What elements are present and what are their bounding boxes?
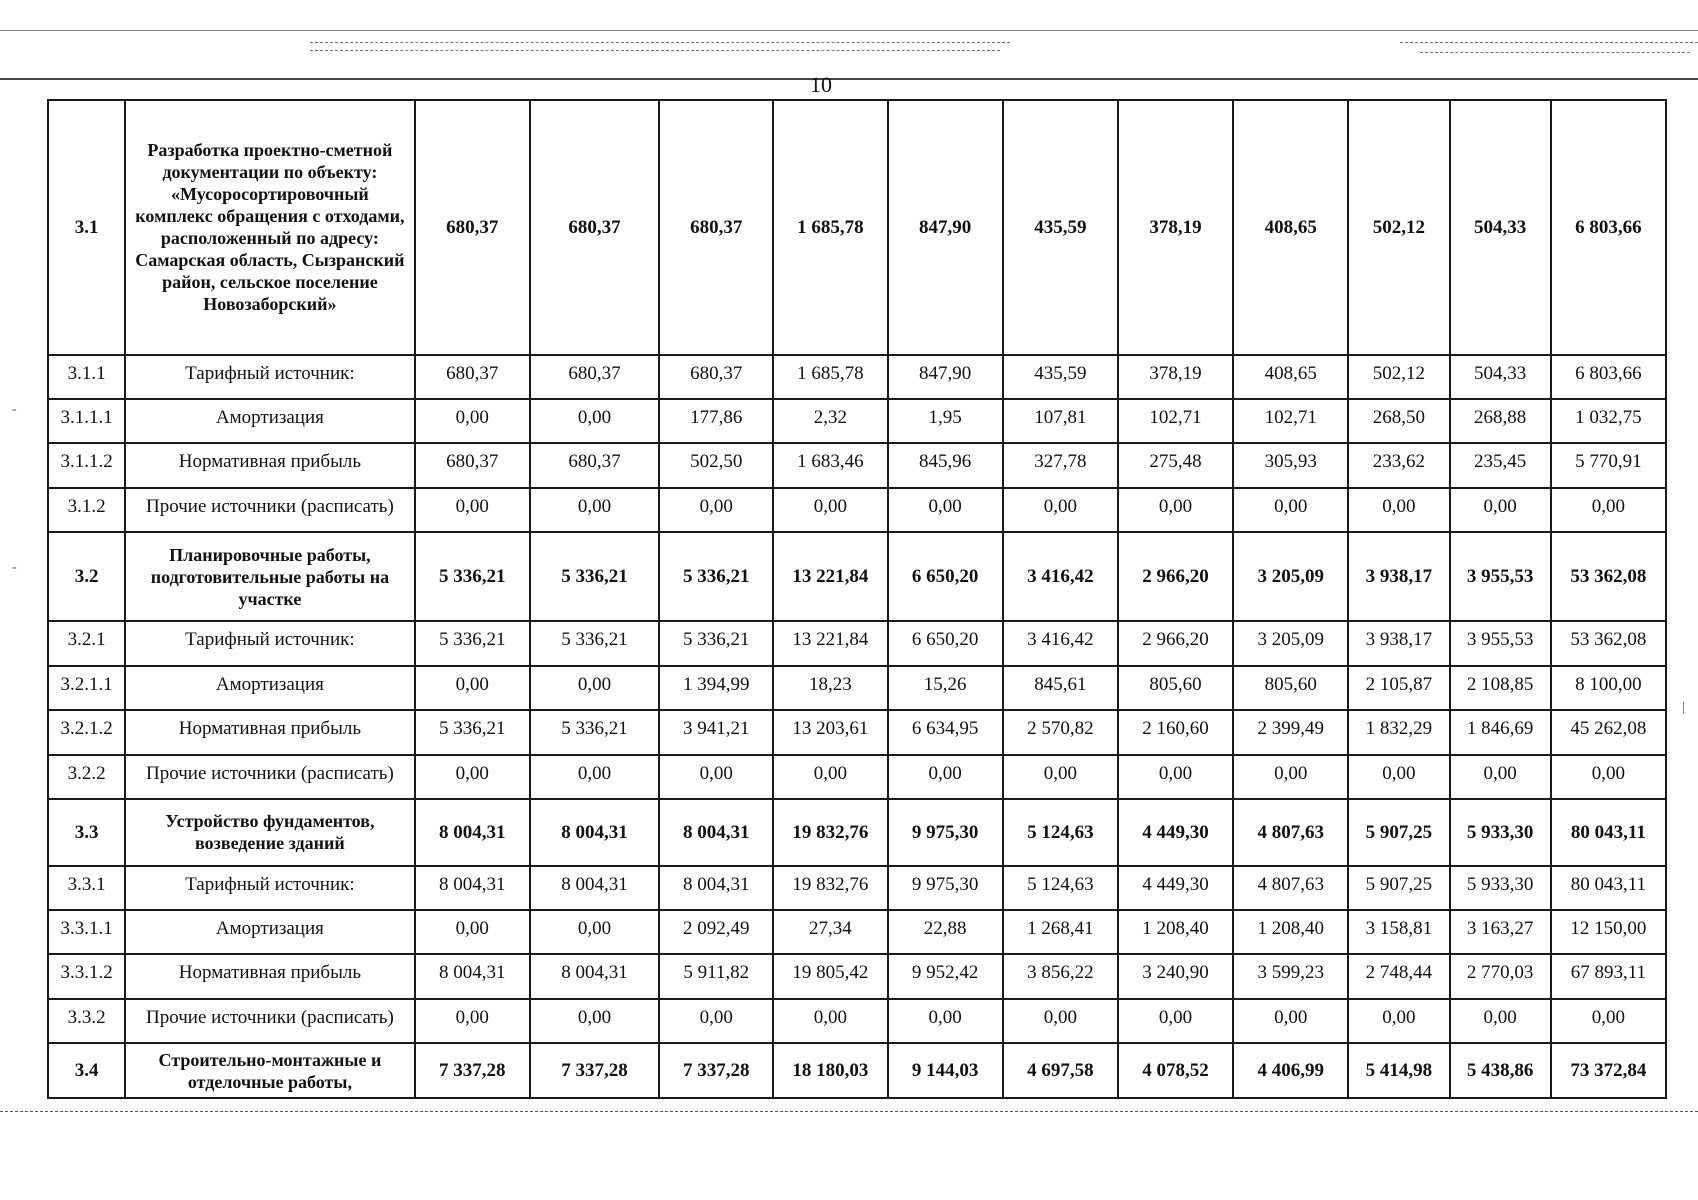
table-row bbox=[48, 399, 1666, 443]
value-cell: 5 336,21 bbox=[415, 710, 530, 754]
value-cell: 805,60 bbox=[1118, 666, 1233, 710]
value-cell: 2 748,44 bbox=[1348, 954, 1449, 998]
value-cell: 408,65 bbox=[1233, 100, 1348, 355]
top-rule bbox=[0, 30, 1698, 31]
row-code: 3.2.2 bbox=[48, 755, 125, 799]
value-cell: 0,00 bbox=[530, 910, 659, 954]
value-cell: 0,00 bbox=[1348, 488, 1449, 532]
row-code: 3.2.1.1 bbox=[48, 666, 125, 710]
value-cell: 0,00 bbox=[415, 755, 530, 799]
row-label: Тарифный источник: bbox=[125, 866, 415, 910]
value-cell: 8 004,31 bbox=[530, 954, 659, 998]
value-cell: 2 160,60 bbox=[1118, 710, 1233, 754]
value-cell: 1 032,75 bbox=[1551, 399, 1666, 443]
value-cell: 0,00 bbox=[1348, 755, 1449, 799]
value-cell: 5 438,86 bbox=[1450, 1043, 1551, 1098]
value-cell: 5 414,98 bbox=[1348, 1043, 1449, 1098]
value-cell: 13 203,61 bbox=[773, 710, 887, 754]
value-cell: 0,00 bbox=[1551, 488, 1666, 532]
value-cell: 0,00 bbox=[530, 666, 659, 710]
table-row bbox=[48, 755, 1666, 799]
value-cell: 2 108,85 bbox=[1450, 666, 1551, 710]
value-cell: 19 805,42 bbox=[773, 954, 887, 998]
value-cell: 13 221,84 bbox=[773, 532, 887, 621]
value-cell: 3 955,53 bbox=[1450, 532, 1551, 621]
budget-table bbox=[47, 99, 1667, 1099]
value-cell: 233,62 bbox=[1348, 443, 1449, 487]
value-cell: 845,96 bbox=[888, 443, 1003, 487]
value-cell: 680,37 bbox=[659, 355, 773, 399]
value-cell: 18,23 bbox=[773, 666, 887, 710]
value-cell: 53 362,08 bbox=[1551, 621, 1666, 665]
row-code: 3.3 bbox=[48, 799, 125, 866]
value-cell: 0,00 bbox=[530, 488, 659, 532]
value-cell: 8 004,31 bbox=[415, 866, 530, 910]
value-cell: 12 150,00 bbox=[1551, 910, 1666, 954]
value-cell: 0,00 bbox=[1118, 488, 1233, 532]
row-label: Нормативная прибыль bbox=[125, 710, 415, 754]
value-cell: 0,00 bbox=[1450, 999, 1551, 1043]
value-cell: 0,00 bbox=[415, 999, 530, 1043]
value-cell: 680,37 bbox=[415, 355, 530, 399]
value-cell: 0,00 bbox=[1551, 999, 1666, 1043]
row-label: Устройство фундаментов, возведение зданий bbox=[125, 799, 415, 866]
row-code: 3.1.1 bbox=[48, 355, 125, 399]
value-cell: 2 092,49 bbox=[659, 910, 773, 954]
row-code: 3.3.2 bbox=[48, 999, 125, 1043]
value-cell: 3 163,27 bbox=[1450, 910, 1551, 954]
value-cell: 5 124,63 bbox=[1003, 866, 1118, 910]
row-code: 3.1 bbox=[48, 100, 125, 355]
value-cell: 2 770,03 bbox=[1450, 954, 1551, 998]
value-cell: 327,78 bbox=[1003, 443, 1118, 487]
value-cell: 53 362,08 bbox=[1551, 532, 1666, 621]
value-cell: 0,00 bbox=[659, 755, 773, 799]
value-cell: 5 336,21 bbox=[415, 621, 530, 665]
value-cell: 1 846,69 bbox=[1450, 710, 1551, 754]
value-cell: 102,71 bbox=[1233, 399, 1348, 443]
row-label: Прочие источники (расписать) bbox=[125, 999, 415, 1043]
value-cell: 3 416,42 bbox=[1003, 532, 1118, 621]
value-cell: 0,00 bbox=[415, 399, 530, 443]
value-cell: 5 336,21 bbox=[530, 621, 659, 665]
value-cell: 1 832,29 bbox=[1348, 710, 1449, 754]
value-cell: 15,26 bbox=[888, 666, 1003, 710]
value-cell: 2,32 bbox=[773, 399, 887, 443]
value-cell: 0,00 bbox=[530, 399, 659, 443]
value-cell: 102,71 bbox=[1118, 399, 1233, 443]
value-cell: 3 240,90 bbox=[1118, 954, 1233, 998]
row-code: 3.4 bbox=[48, 1043, 125, 1098]
row-label: Прочие источники (расписать) bbox=[125, 488, 415, 532]
value-cell: 6 650,20 bbox=[888, 621, 1003, 665]
value-cell: 22,88 bbox=[888, 910, 1003, 954]
table-row bbox=[48, 710, 1666, 754]
row-code: 3.2.1.2 bbox=[48, 710, 125, 754]
value-cell: 0,00 bbox=[659, 488, 773, 532]
value-cell: 0,00 bbox=[530, 999, 659, 1043]
header-dash-left bbox=[310, 42, 1010, 43]
value-cell: 0,00 bbox=[1450, 755, 1551, 799]
value-cell: 0,00 bbox=[773, 488, 887, 532]
value-cell: 0,00 bbox=[415, 666, 530, 710]
value-cell: 502,12 bbox=[1348, 100, 1449, 355]
value-cell: 19 832,76 bbox=[773, 866, 887, 910]
value-cell: 2 399,49 bbox=[1233, 710, 1348, 754]
value-cell: 0,00 bbox=[1003, 488, 1118, 532]
value-cell: 4 078,52 bbox=[1118, 1043, 1233, 1098]
value-cell: 5 770,91 bbox=[1551, 443, 1666, 487]
row-label: Разработка проектно-сметной документации по объекту: «Мусоросортировочный комплекс обращения с отходами, расположенный по адресу: Самарская область, Сызранский район, сельское поселение Новозаборский» bbox=[125, 100, 415, 355]
value-cell: 0,00 bbox=[530, 755, 659, 799]
value-cell: 8 004,31 bbox=[415, 954, 530, 998]
value-cell: 67 893,11 bbox=[1551, 954, 1666, 998]
row-label: Прочие источники (расписать) bbox=[125, 755, 415, 799]
value-cell: 3 599,23 bbox=[1233, 954, 1348, 998]
value-cell: 3 205,09 bbox=[1233, 532, 1348, 621]
table-row bbox=[48, 910, 1666, 954]
value-cell: 275,48 bbox=[1118, 443, 1233, 487]
value-cell: 6 803,66 bbox=[1551, 100, 1666, 355]
table-row bbox=[48, 443, 1666, 487]
value-cell: 8 004,31 bbox=[530, 799, 659, 866]
value-cell: 13 221,84 bbox=[773, 621, 887, 665]
value-cell: 408,65 bbox=[1233, 355, 1348, 399]
value-cell: 680,37 bbox=[415, 100, 530, 355]
row-code: 3.1.1.2 bbox=[48, 443, 125, 487]
value-cell: 845,61 bbox=[1003, 666, 1118, 710]
value-cell: 73 372,84 bbox=[1551, 1043, 1666, 1098]
value-cell: 8 100,00 bbox=[1551, 666, 1666, 710]
value-cell: 2 966,20 bbox=[1118, 532, 1233, 621]
table-row bbox=[48, 621, 1666, 665]
value-cell: 0,00 bbox=[1233, 999, 1348, 1043]
value-cell: 0,00 bbox=[1003, 999, 1118, 1043]
value-cell: 0,00 bbox=[1348, 999, 1449, 1043]
value-cell: 107,81 bbox=[1003, 399, 1118, 443]
value-cell: 5 933,30 bbox=[1450, 799, 1551, 866]
value-cell: 1 683,46 bbox=[773, 443, 887, 487]
header-dash-right-2 bbox=[1420, 52, 1690, 53]
value-cell: 0,00 bbox=[415, 910, 530, 954]
value-cell: 2 105,87 bbox=[1348, 666, 1449, 710]
value-cell: 8 004,31 bbox=[415, 799, 530, 866]
row-code: 3.1.1.1 bbox=[48, 399, 125, 443]
value-cell: 3 856,22 bbox=[1003, 954, 1118, 998]
value-cell: 847,90 bbox=[888, 100, 1003, 355]
value-cell: 3 416,42 bbox=[1003, 621, 1118, 665]
value-cell: 5 336,21 bbox=[415, 532, 530, 621]
value-cell: 1 268,41 bbox=[1003, 910, 1118, 954]
value-cell: 0,00 bbox=[415, 488, 530, 532]
table-row bbox=[48, 866, 1666, 910]
table-row bbox=[48, 488, 1666, 532]
value-cell: 4 449,30 bbox=[1118, 799, 1233, 866]
value-cell: 5 907,25 bbox=[1348, 866, 1449, 910]
value-cell: 0,00 bbox=[1551, 755, 1666, 799]
value-cell: 680,37 bbox=[659, 100, 773, 355]
value-cell: 1 394,99 bbox=[659, 666, 773, 710]
value-cell: 45 262,08 bbox=[1551, 710, 1666, 754]
value-cell: 6 803,66 bbox=[1551, 355, 1666, 399]
row-label: Амортизация bbox=[125, 666, 415, 710]
header-dash-mid bbox=[310, 50, 1000, 51]
table-row bbox=[48, 999, 1666, 1043]
value-cell: 504,33 bbox=[1450, 355, 1551, 399]
value-cell: 0,00 bbox=[773, 999, 887, 1043]
value-cell: 0,00 bbox=[1118, 999, 1233, 1043]
value-cell: 847,90 bbox=[888, 355, 1003, 399]
margin-mark: - bbox=[12, 560, 17, 575]
row-label: Нормативная прибыль bbox=[125, 954, 415, 998]
value-cell: 0,00 bbox=[1450, 488, 1551, 532]
value-cell: 7 337,28 bbox=[530, 1043, 659, 1098]
value-cell: 0,00 bbox=[888, 755, 1003, 799]
value-cell: 6 650,20 bbox=[888, 532, 1003, 621]
value-cell: 502,50 bbox=[659, 443, 773, 487]
value-cell: 0,00 bbox=[773, 755, 887, 799]
value-cell: 80 043,11 bbox=[1551, 866, 1666, 910]
value-cell: 5 124,63 bbox=[1003, 799, 1118, 866]
value-cell: 6 634,95 bbox=[888, 710, 1003, 754]
value-cell: 27,34 bbox=[773, 910, 887, 954]
value-cell: 0,00 bbox=[1233, 755, 1348, 799]
value-cell: 4 697,58 bbox=[1003, 1043, 1118, 1098]
margin-mark: - bbox=[12, 402, 17, 417]
value-cell: 0,00 bbox=[1003, 755, 1118, 799]
value-cell: 8 004,31 bbox=[530, 866, 659, 910]
row-label: Нормативная прибыль bbox=[125, 443, 415, 487]
group-row bbox=[48, 1043, 1666, 1098]
value-cell: 3 938,17 bbox=[1348, 621, 1449, 665]
row-label: Планировочные работы, подготовительные работы на участке bbox=[125, 532, 415, 621]
value-cell: 9 952,42 bbox=[888, 954, 1003, 998]
value-cell: 268,88 bbox=[1450, 399, 1551, 443]
value-cell: 680,37 bbox=[530, 100, 659, 355]
value-cell: 4 406,99 bbox=[1233, 1043, 1348, 1098]
value-cell: 305,93 bbox=[1233, 443, 1348, 487]
row-code: 3.1.2 bbox=[48, 488, 125, 532]
group-row bbox=[48, 799, 1666, 866]
value-cell: 8 004,31 bbox=[659, 799, 773, 866]
value-cell: 5 907,25 bbox=[1348, 799, 1449, 866]
value-cell: 1 208,40 bbox=[1233, 910, 1348, 954]
row-label: Тарифный источник: bbox=[125, 355, 415, 399]
group-row bbox=[48, 100, 1666, 355]
value-cell: 19 832,76 bbox=[773, 799, 887, 866]
value-cell: 4 449,30 bbox=[1118, 866, 1233, 910]
row-code: 3.2 bbox=[48, 532, 125, 621]
value-cell: 5 933,30 bbox=[1450, 866, 1551, 910]
value-cell: 5 336,21 bbox=[659, 621, 773, 665]
value-cell: 680,37 bbox=[530, 443, 659, 487]
row-label: Строительно-монтажные и отделочные работы, bbox=[125, 1043, 415, 1098]
value-cell: 0,00 bbox=[888, 488, 1003, 532]
value-cell: 7 337,28 bbox=[659, 1043, 773, 1098]
value-cell: 3 938,17 bbox=[1348, 532, 1449, 621]
group-row bbox=[48, 532, 1666, 621]
value-cell: 7 337,28 bbox=[415, 1043, 530, 1098]
value-cell: 18 180,03 bbox=[773, 1043, 887, 1098]
value-cell: 0,00 bbox=[1233, 488, 1348, 532]
value-cell: 3 955,53 bbox=[1450, 621, 1551, 665]
value-cell: 4 807,63 bbox=[1233, 799, 1348, 866]
value-cell: 3 941,21 bbox=[659, 710, 773, 754]
value-cell: 2 570,82 bbox=[1003, 710, 1118, 754]
value-cell: 8 004,31 bbox=[659, 866, 773, 910]
value-cell: 1 685,78 bbox=[773, 355, 887, 399]
value-cell: 5 911,82 bbox=[659, 954, 773, 998]
table-row bbox=[48, 666, 1666, 710]
table-row bbox=[48, 355, 1666, 399]
margin-mark: | bbox=[1682, 700, 1685, 715]
value-cell: 3 158,81 bbox=[1348, 910, 1449, 954]
value-cell: 805,60 bbox=[1233, 666, 1348, 710]
row-label: Амортизация bbox=[125, 399, 415, 443]
value-cell: 1,95 bbox=[888, 399, 1003, 443]
page-number: 10 bbox=[810, 72, 832, 97]
value-cell: 680,37 bbox=[530, 355, 659, 399]
header-rule bbox=[0, 78, 1698, 80]
value-cell: 378,19 bbox=[1118, 100, 1233, 355]
value-cell: 9 975,30 bbox=[888, 799, 1003, 866]
value-cell: 0,00 bbox=[659, 999, 773, 1043]
value-cell: 1 208,40 bbox=[1118, 910, 1233, 954]
value-cell: 80 043,11 bbox=[1551, 799, 1666, 866]
value-cell: 378,19 bbox=[1118, 355, 1233, 399]
value-cell: 1 685,78 bbox=[773, 100, 887, 355]
row-code: 3.3.1 bbox=[48, 866, 125, 910]
value-cell: 5 336,21 bbox=[530, 710, 659, 754]
row-label: Амортизация bbox=[125, 910, 415, 954]
value-cell: 680,37 bbox=[415, 443, 530, 487]
row-label: Тарифный источник: bbox=[125, 621, 415, 665]
value-cell: 4 807,63 bbox=[1233, 866, 1348, 910]
row-code: 3.2.1 bbox=[48, 621, 125, 665]
value-cell: 0,00 bbox=[888, 999, 1003, 1043]
table-row bbox=[48, 954, 1666, 998]
header-dash-right bbox=[1400, 42, 1698, 43]
value-cell: 0,00 bbox=[1118, 755, 1233, 799]
value-cell: 9 975,30 bbox=[888, 866, 1003, 910]
value-cell: 9 144,03 bbox=[888, 1043, 1003, 1098]
row-code: 3.3.1.2 bbox=[48, 954, 125, 998]
value-cell: 268,50 bbox=[1348, 399, 1449, 443]
value-cell: 2 966,20 bbox=[1118, 621, 1233, 665]
value-cell: 435,59 bbox=[1003, 100, 1118, 355]
value-cell: 5 336,21 bbox=[659, 532, 773, 621]
value-cell: 177,86 bbox=[659, 399, 773, 443]
value-cell: 3 205,09 bbox=[1233, 621, 1348, 665]
row-code: 3.3.1.1 bbox=[48, 910, 125, 954]
value-cell: 502,12 bbox=[1348, 355, 1449, 399]
value-cell: 5 336,21 bbox=[530, 532, 659, 621]
value-cell: 504,33 bbox=[1450, 100, 1551, 355]
value-cell: 235,45 bbox=[1450, 443, 1551, 487]
value-cell: 435,59 bbox=[1003, 355, 1118, 399]
footer-rule bbox=[0, 1111, 1698, 1112]
